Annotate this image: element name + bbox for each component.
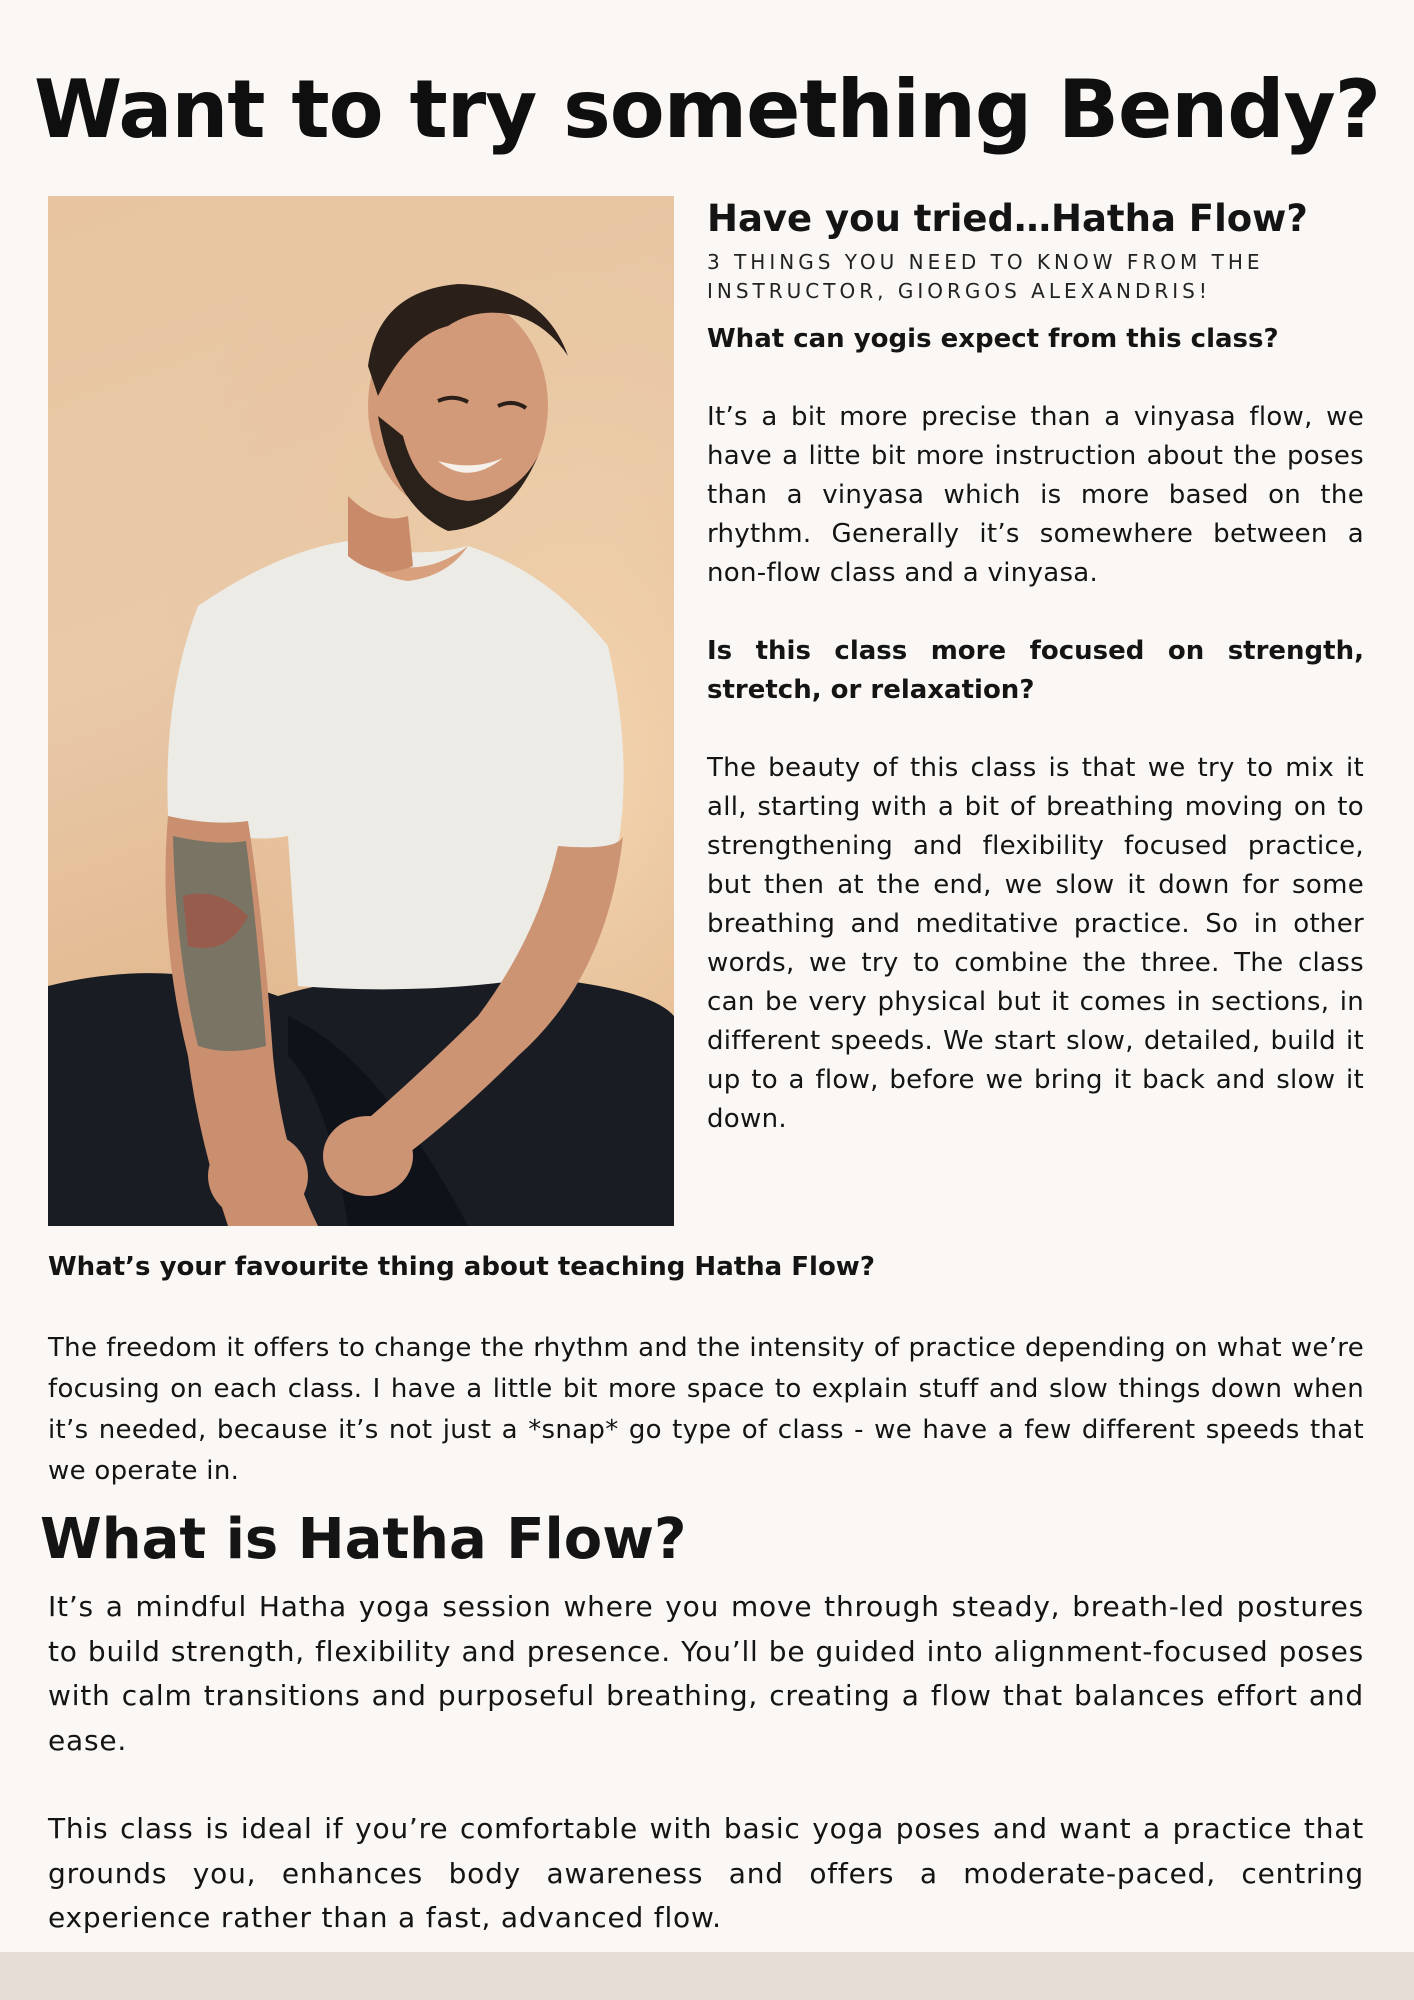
question-2: Is this class more focused on strength, stretch, or relaxation?: [707, 636, 1364, 705]
about-paragraph-1: It’s a mindful Hatha yoga session where you move through steady, breath-led postures to build strength, flexibility and presence. You’ll be guided into alignment-focused poses with calm transitions and purposeful breathing, creating a flow that balances effort and ease.: [48, 1590, 1364, 1757]
interview-title: Have you tried…Hatha Flow?: [707, 197, 1308, 240]
instructor-photo-illustration: [48, 196, 674, 1226]
footer-bar: [0, 1952, 1414, 2000]
about-paragraph-2: This class is ideal if you’re comfortable with basic yoga poses and want a practice that grounds you, enhances body awareness and offers a moderate-paced, centring experience rather than a fast, advanced flow.: [48, 1812, 1364, 1934]
interview-subtitle: 3 THINGS YOU NEED TO KNOW FROM THE INSTRUCTOR, GIORGOS ALEXANDRIS!: [707, 250, 1264, 303]
section-title-what-is-hatha-flow: What is Hatha Flow?: [40, 1507, 687, 1572]
answer-1: It’s a bit more precise than a vinyasa flow, we have a litte bit more instruction about the poses than a vinyasa which is more based on the rhythm. Generally it’s somewhere between a non-flow class and a vinyasa.: [707, 402, 1364, 588]
answer-2: The beauty of this class is that we try to mix it all, starting with a bit of breathing moving on to strengthening and flexibility focused practice, but then at the end, we slow it down for some breathing and meditative practice. So in other words, we try to combine the three. The class can be very physical but it comes in sections, in different speeds. We start slow, detailed, build it up to a flow, before we bring it back and slow it down.: [707, 753, 1364, 1134]
question-1: What can yogis expect from this class?: [707, 324, 1279, 354]
answer-3: The freedom it offers to change the rhythm and the intensity of practice depending on what we’re focusing on each class. I have a little bit more space to explain stuff and slow things down when it’s needed, because it’s not just a *snap* go type of class - we have a few different speeds that we operate in.: [48, 1333, 1364, 1486]
interview-column: [707, 196, 1364, 1139]
instructor-photo: [48, 196, 674, 1226]
question-3: What’s your favourite thing about teaching Hatha Flow?: [48, 1252, 875, 1282]
page-title: Want to try something Bendy?: [33, 63, 1381, 156]
